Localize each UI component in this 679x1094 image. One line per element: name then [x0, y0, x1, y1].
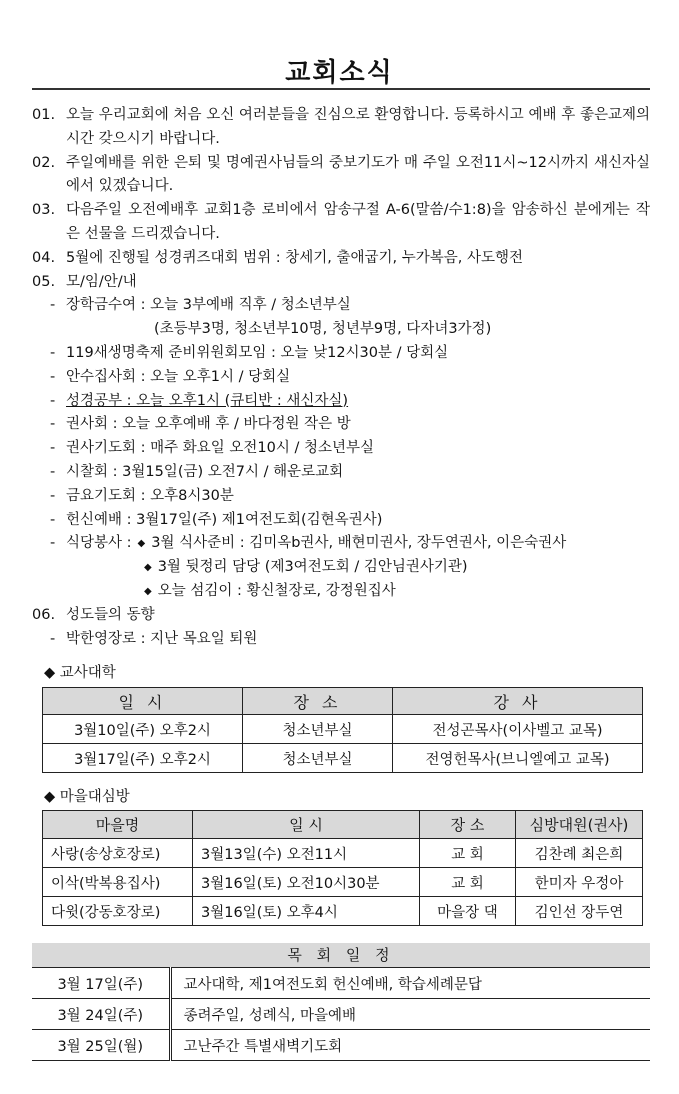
notice-item [32, 104, 650, 152]
news-item [32, 628, 650, 652]
kitchen-label: 식당봉사 : [66, 535, 132, 552]
table-header: 심방대원(권사) [516, 811, 643, 839]
dash-mark: - [50, 297, 56, 314]
table-cell: 3월17일(주) 오후2시 [43, 744, 243, 773]
meeting-text: 권사기도회 : 매주 화요일 오전10시 / 청소년부실 [66, 440, 375, 457]
meeting-text: 헌신예배 : 3월17일(주) 제1여전도회(김현옥권사) [66, 511, 383, 528]
meeting-text: 장학금수여 : 오늘 3부예배 직후 / 청소년부실 [66, 297, 351, 314]
meeting-item [32, 413, 650, 437]
table-cell: 전성곤목사(이사벨고 교목) [393, 715, 643, 744]
dash-mark: - [50, 368, 56, 385]
meeting-item [32, 532, 650, 556]
meeting-detail-text: (초등부3명, 청소년부10명, 청년부9명, 다자녀3가정) [154, 321, 492, 338]
notice-number: 03. [32, 202, 56, 219]
table-cell: 전영헌목사(브니엘예고 교목) [393, 744, 643, 773]
table-header: 일 시 [43, 688, 243, 715]
notice-item [32, 271, 650, 295]
table-header: 마을명 [43, 811, 193, 839]
dash-mark: - [50, 511, 56, 528]
news-text: 박한영장로 : 지난 목요일 퇴원 [66, 630, 258, 647]
notice-number: 06. [32, 606, 56, 623]
table-cell: 3월16일(토) 오전10시30분 [193, 868, 420, 897]
meeting-text: 안수집사회 : 오늘 오후1시 / 당회실 [66, 368, 291, 385]
table-cell: 마을장 댁 [420, 897, 516, 926]
schedule-title: 목 회 일 정 [32, 943, 650, 967]
table-cell: 김인선 장두연 [516, 897, 643, 926]
notice-item [32, 604, 650, 628]
meeting-item [32, 461, 650, 485]
table-row [43, 744, 643, 773]
page-title: 교회소식 [285, 58, 394, 88]
schedule-date: 3월 24일(주) [32, 999, 170, 1030]
meeting-item [32, 366, 650, 390]
notice-text: 주일예배를 위한 은퇴 및 명예권사님들의 중보기도가 매 주일 오전11시~12시까지 새신자실에서 있겠습니다. [66, 154, 650, 195]
table-cell: 한미자 우정아 [516, 868, 643, 897]
diamond-bullet-icon: ◆ [144, 585, 152, 597]
table-cell: 3월13일(수) 오전11시 [193, 839, 420, 868]
table-row [43, 715, 643, 744]
schedule-date: 3월 25일(월) [32, 1030, 170, 1061]
schedule-event: 종려주일, 성례식, 마을예배 [170, 999, 650, 1030]
meeting-item [32, 580, 650, 604]
table-cell: 사랑(송상호장로) [43, 839, 193, 868]
table-row [32, 968, 650, 999]
dash-mark: - [50, 463, 56, 480]
meeting-item [32, 485, 650, 509]
visitation-label: ◆ 마을대심방 [44, 789, 130, 805]
dash-mark: - [50, 416, 56, 433]
notice-number: 05. [32, 273, 56, 290]
table-row [43, 897, 643, 926]
table-cell: 교 회 [420, 839, 516, 868]
notice-list [32, 104, 650, 651]
notice-text: 5월에 진행될 성경퀴즈대회 범위 : 창세기, 출애굽기, 누가복음, 사도행전 [66, 249, 524, 266]
notice-text: 성도들의 동향 [66, 606, 155, 623]
schedule-date: 3월 17일(주) [32, 968, 170, 999]
notice-item [32, 199, 650, 247]
notice-text: 모/임/안/내 [66, 273, 137, 290]
meeting-item [32, 509, 650, 533]
meeting-text: 권사회 : 오늘 오후예배 후 / 바다정원 작은 방 [66, 416, 351, 433]
teacher-college-label: ◆ 교사대학 [44, 665, 116, 681]
table-header: 강 사 [393, 688, 643, 715]
meeting-text: 금요기도회 : 오후8시30분 [66, 487, 234, 504]
table-row [32, 1030, 650, 1061]
meeting-detail [32, 318, 650, 342]
notice-number: 01. [32, 107, 56, 123]
table-header-row [43, 811, 643, 839]
table-header: 장 소 [420, 811, 516, 839]
teacher-college-table [42, 687, 643, 773]
schedule-event: 고난주간 특별새벽기도회 [170, 1030, 650, 1061]
table-header-row [43, 688, 643, 715]
dash-mark: - [50, 440, 56, 457]
table-cell: 교 회 [420, 868, 516, 897]
notice-text: 다음주일 오전예배후 교회1층 로비에서 암송구절 A-6(말씀/수1:8)을 암송하신 분에게는 작은 선물을 드리겠습니다. [66, 202, 650, 242]
notice-item [32, 247, 650, 271]
schedule-table [32, 967, 650, 1061]
table-cell: 3월10일(주) 오후2시 [43, 715, 243, 744]
dash-mark: - [50, 535, 56, 552]
meeting-item [32, 556, 650, 580]
table-cell: 다윗(강동호장로) [43, 897, 193, 926]
title-divider [32, 88, 650, 90]
kitchen-duty-text: 오늘 섬김이 : 황신철장로, 강정원집사 [157, 582, 396, 599]
notice-number: 02. [32, 154, 56, 171]
schedule-event: 교사대학, 제1여전도회 헌신예배, 학습세례문답 [170, 968, 650, 999]
notice-item [32, 152, 650, 200]
meeting-item [32, 390, 650, 414]
meeting-item [32, 437, 650, 461]
meeting-text: 성경공부 : 오늘 오후1시 (큐티반 : 새신자실) [66, 392, 349, 409]
dash-mark: - [50, 630, 56, 647]
table-cell: 청소년부실 [243, 744, 393, 773]
meeting-text: 시찰회 : 3월15일(금) 오전7시 / 해운로교회 [66, 463, 344, 480]
table-header: 일 시 [193, 811, 420, 839]
table-header: 장 소 [243, 688, 393, 715]
table-cell: 김찬례 최은희 [516, 839, 643, 868]
notice-number: 04. [32, 249, 56, 266]
notice-text: 오늘 우리교회에 처음 오신 여러분들을 진심으로 환영합니다. 등록하시고 예배 후 좋은교제의 시간 갖으시기 바랍니다. [66, 107, 650, 147]
table-cell: 3월16일(토) 오후4시 [193, 897, 420, 926]
kitchen-duty-text: 3월 뒷정리 담당 (제3여전도회 / 김안님권사기관) [157, 559, 468, 576]
table-row [32, 999, 650, 1030]
meeting-item [32, 342, 650, 366]
table-row [43, 868, 643, 897]
visitation-table [42, 810, 643, 926]
dash-mark: - [50, 344, 56, 361]
diamond-bullet-icon: ◆ [137, 538, 146, 550]
meeting-text: 119새생명축제 준비위원회모임 : 오늘 낮12시30분 / 당회실 [66, 344, 449, 361]
table-cell: 청소년부실 [243, 715, 393, 744]
table-cell: 이삭(박복용집사) [43, 868, 193, 897]
meeting-item [32, 294, 650, 318]
diamond-bullet-icon: ◆ [144, 562, 152, 574]
kitchen-duty-text: 3월 식사준비 : 김미옥b권사, 배현미권사, 장두연권사, 이은숙권사 [151, 535, 567, 552]
table-row [43, 839, 643, 868]
dash-mark: - [50, 392, 56, 409]
dash-mark: - [50, 487, 56, 504]
